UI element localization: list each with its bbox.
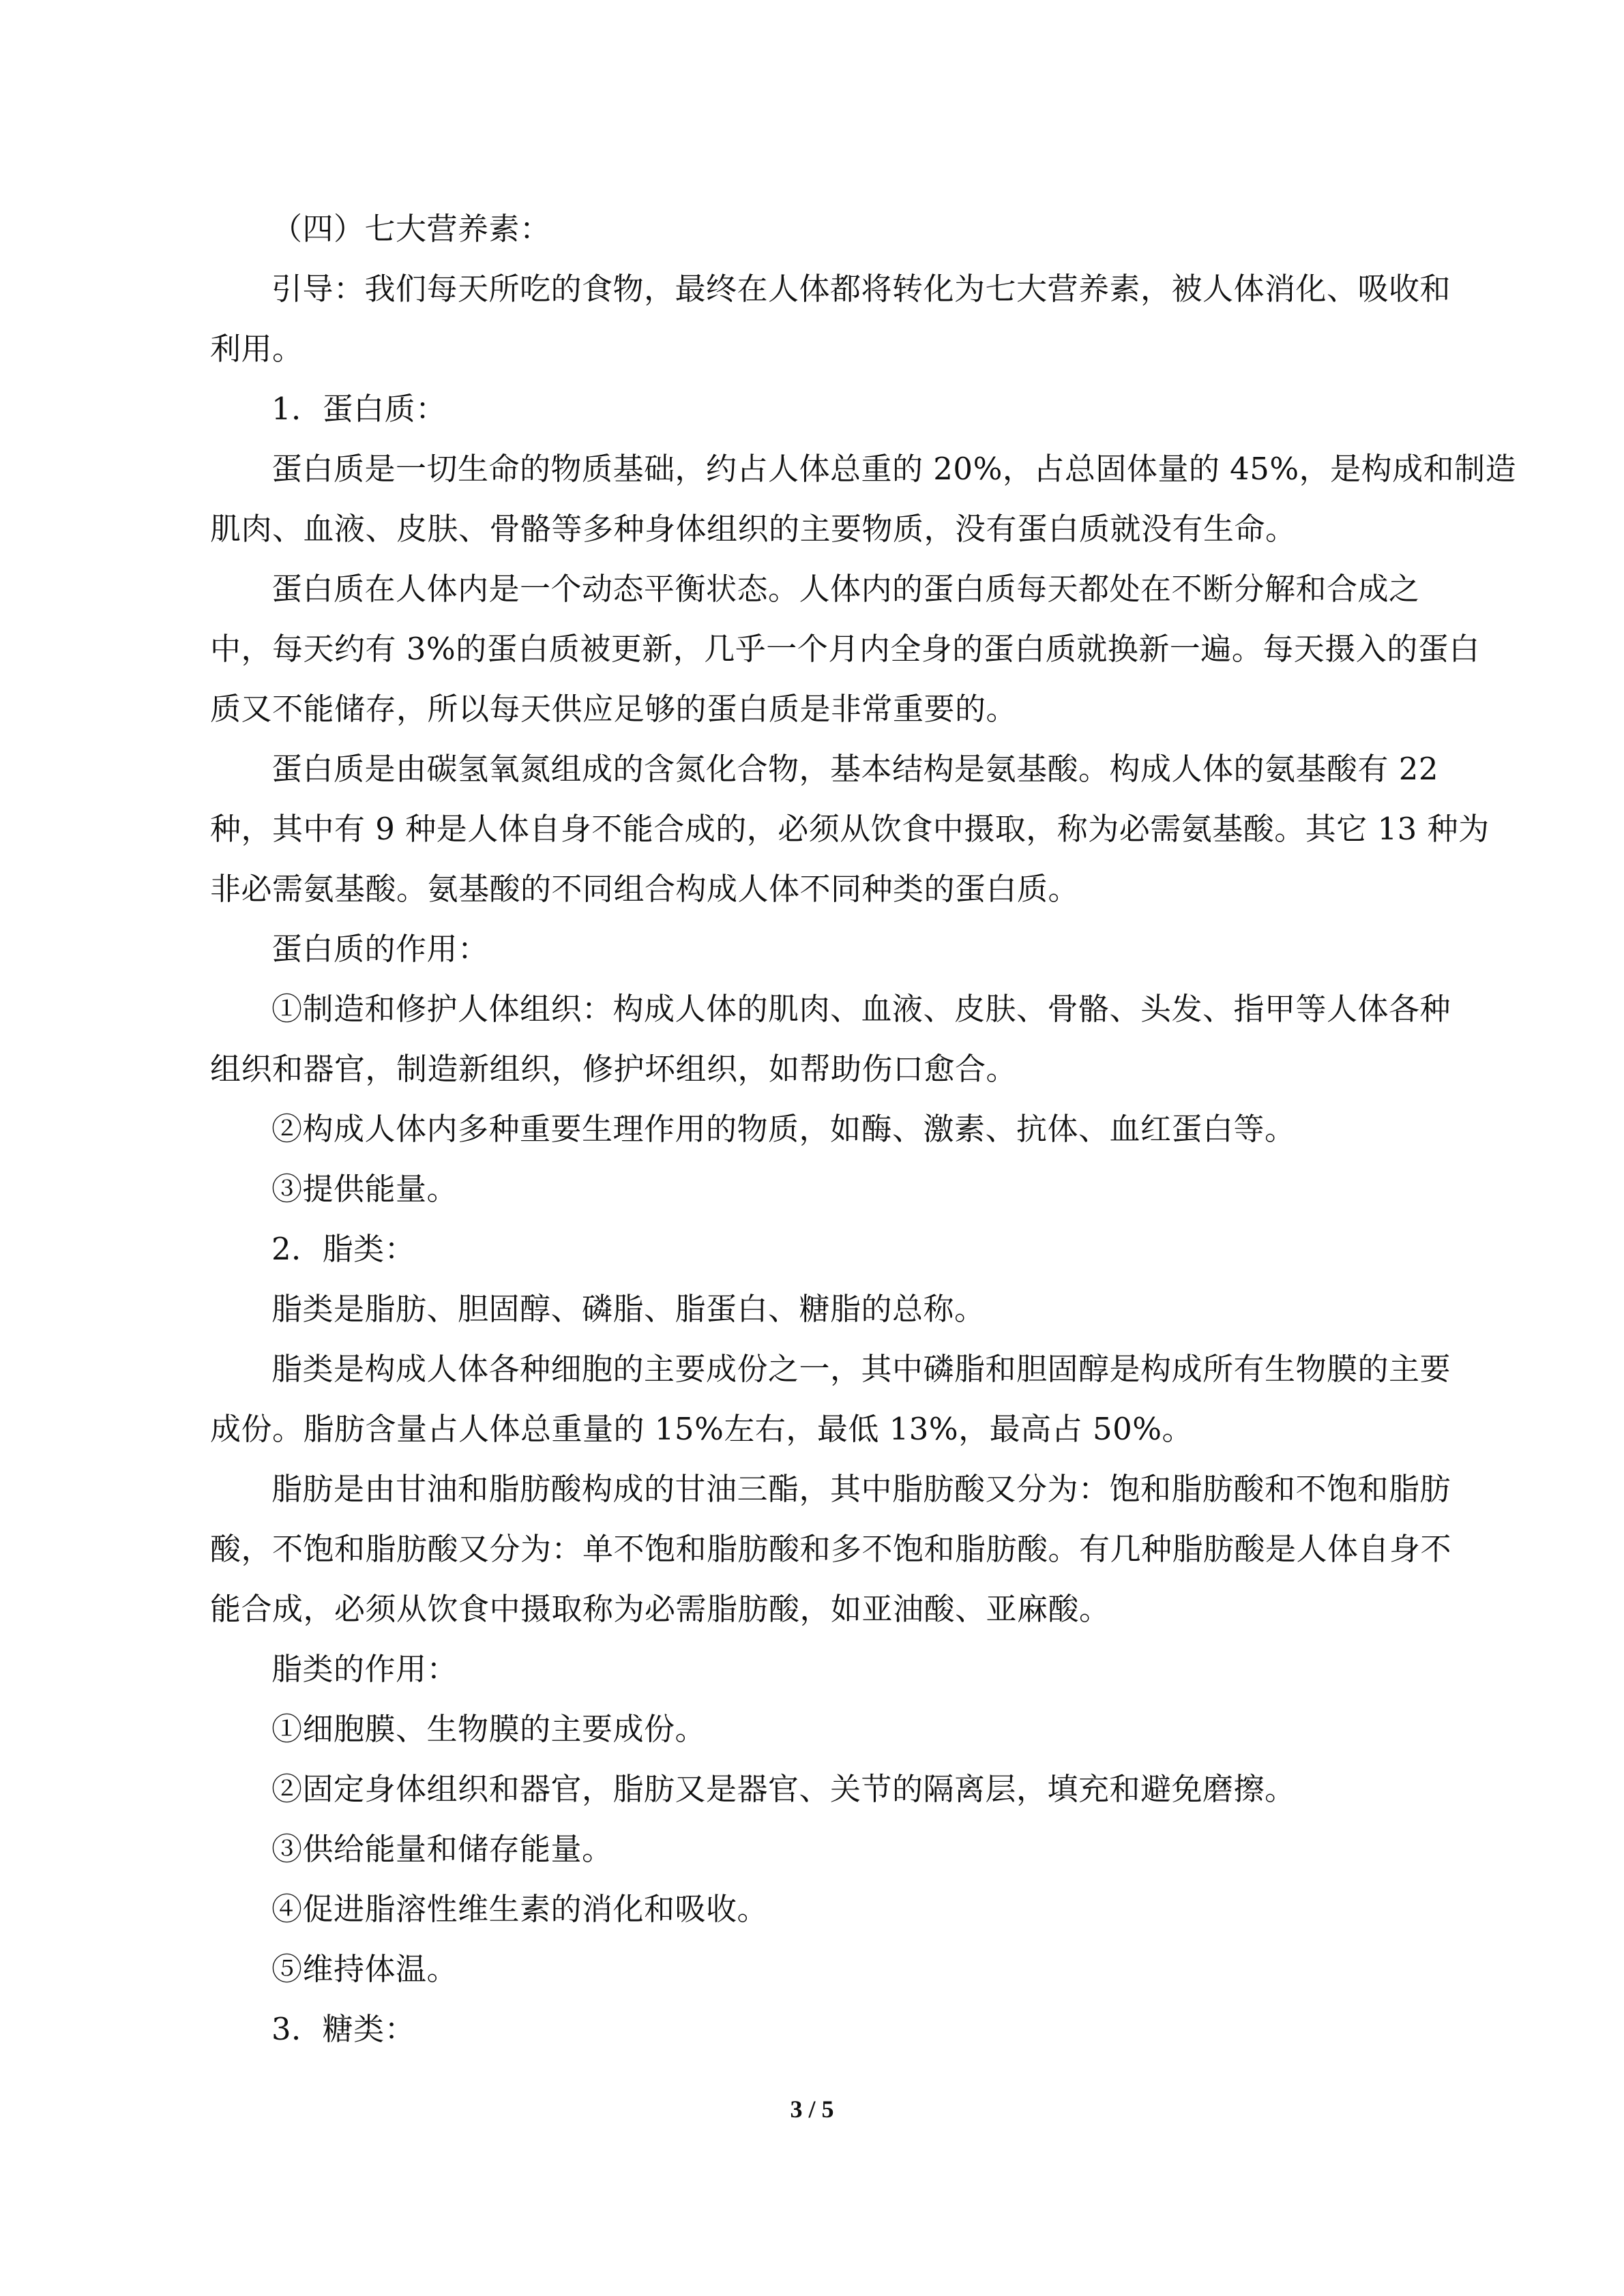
paragraph-line: 蛋白质是由碳氢氧氮组成的含氮化合物，基本结构是氨基酸。构成人体的氨基酸有 22	[271, 751, 1439, 787]
list-heading: 脂类的作用：	[271, 1651, 458, 1687]
document-body	[210, 199, 1517, 2059]
page-number: 3 / 5	[790, 2096, 834, 2123]
paragraph-line: 脂类是脂肪、胆固醇、磷脂、脂蛋白、糖脂的总称。	[271, 1291, 986, 1327]
paragraph-line: 中，每天约有 3%的蛋白质被更新，几乎一个月内全身的蛋白质就换新一遍。每天摄入的蛋白	[210, 631, 1480, 667]
list-item: ②构成人体内多种重要生理作用的物质，如酶、激素、抗体、血红蛋白等。	[271, 1111, 1296, 1147]
paragraph-line: 能合成，必须从饮食中摄取称为必需脂肪酸，如亚油酸、亚麻酸。	[210, 1591, 1110, 1627]
subsection-heading: 2．脂类：	[271, 1231, 416, 1267]
paragraph-line: 种，其中有 9 种是人体自身不能合成的，必须从饮食中摄取，称为必需氨基酸。其它 13 种为	[210, 811, 1490, 847]
paragraph-line: 酸，不饱和脂肪酸又分为：单不饱和脂肪酸和多不饱和脂肪酸。有几种脂肪酸是人体自身不	[210, 1531, 1452, 1567]
list-item: ③供给能量和储存能量。	[271, 1831, 613, 1867]
paragraph-line: 利用。	[210, 331, 304, 367]
list-item: ⑤维持体温。	[271, 1951, 458, 1987]
list-heading: 蛋白质的作用：	[271, 931, 489, 967]
paragraph-line: 蛋白质是一切生命的物质基础，约占人体总重的 20%，占总固体量的 45%，是构成和制造	[271, 451, 1517, 487]
list-item: ③提供能量。	[271, 1171, 458, 1207]
list-item: ①制造和修护人体组织：构成人体的肌肉、血液、皮肤、骨骼、头发、指甲等人体各种	[271, 991, 1451, 1027]
list-item-continuation: 组织和器官，制造新组织，修护坏组织，如帮助伤口愈合。	[210, 1051, 1018, 1087]
list-item: ④促进脂溶性维生素的消化和吸收。	[271, 1891, 769, 1927]
paragraph-line: 蛋白质在人体内是一个动态平衡状态。人体内的蛋白质每天都处在不断分解和合成之	[271, 571, 1420, 607]
paragraph-line: 脂肪是由甘油和脂肪酸构成的甘油三酯，其中脂肪酸又分为：饱和脂肪酸和不饱和脂肪	[271, 1471, 1451, 1507]
paragraph-line: 非必需氨基酸。氨基酸的不同组合构成人体不同种类的蛋白质。	[210, 871, 1080, 907]
paragraph-line: 脂类是构成人体各种细胞的主要成份之一，其中磷脂和胆固醇是构成所有生物膜的主要	[271, 1351, 1451, 1387]
paragraph-line: 引导：我们每天所吃的食物，最终在人体都将转化为七大营养素，被人体消化、吸收和	[271, 271, 1451, 307]
subsection-heading: 3．糖类：	[271, 2011, 416, 2047]
paragraph-line: 成份。脂肪含量占人体总重量的 15%左右，最低 13%，最高占 50%。	[210, 1411, 1193, 1447]
paragraph-line: 质又不能储存，所以每天供应足够的蛋白质是非常重要的。	[210, 691, 1018, 727]
list-item: ②固定身体组织和器官，脂肪又是器官、关节的隔离层，填充和避免磨擦。	[271, 1771, 1296, 1807]
section-heading: （四）七大营养素：	[271, 211, 551, 247]
subsection-heading: 1．蛋白质：	[271, 391, 447, 427]
list-item: ①细胞膜、生物膜的主要成份。	[271, 1711, 707, 1747]
paragraph-line: 肌肉、血液、皮肤、骨骼等多种身体组织的主要物质，没有蛋白质就没有生命。	[210, 511, 1297, 547]
